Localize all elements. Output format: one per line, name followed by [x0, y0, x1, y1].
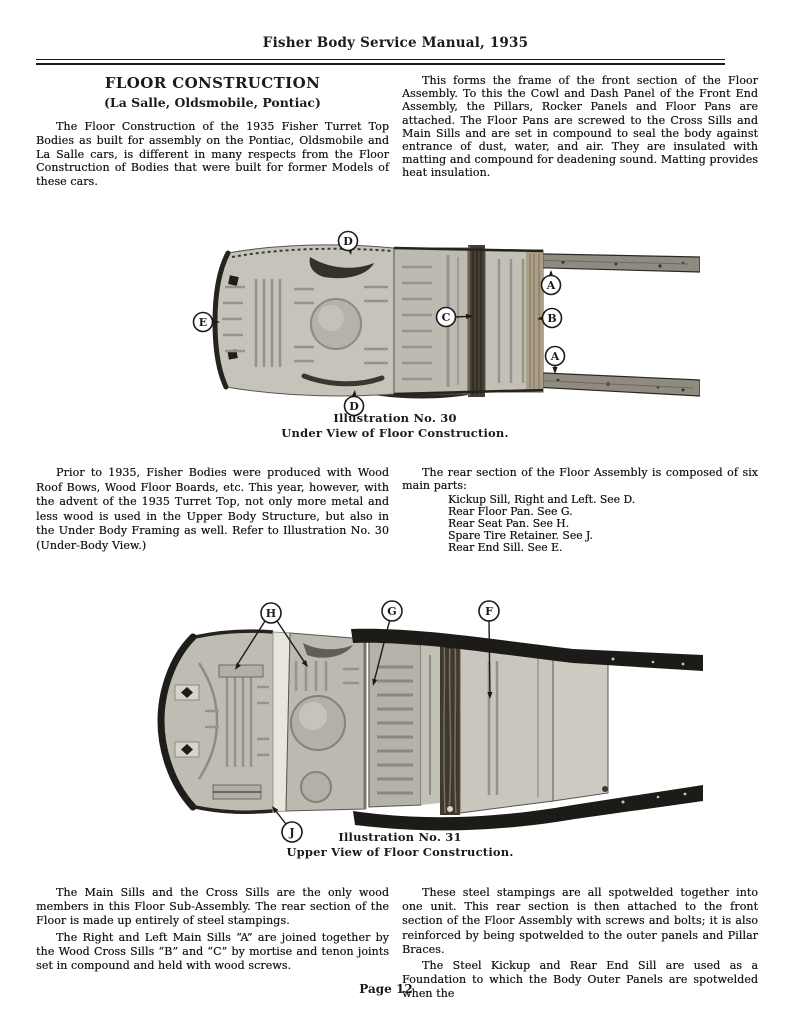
bottom-paragraph-left-1: The Main Sills and the Cross Sills are the only wood members in this Floor Sub-Assembly. The rear section of the Floor is made up entirely of steel stampings. — [36, 886, 389, 928]
kickup-dome-section — [286, 633, 369, 811]
caption-30-line1: Illustration No. 30 — [333, 411, 457, 425]
illustration-31-figure — [153, 599, 703, 844]
mid-floor-pan — [394, 248, 468, 394]
svg-text:F: F — [485, 605, 493, 618]
svg-text:A: A — [550, 350, 560, 363]
list-item: Kickup Sill, Right and Left. See D. — [448, 493, 636, 506]
page-header-title: Fisher Body Service Manual, 1935 — [262, 35, 529, 51]
callout-a-upper — [542, 270, 561, 295]
list-item: Spare Tire Retainer. See J. — [448, 528, 593, 542]
svg-text:D: D — [343, 235, 353, 248]
svg-text:G: G — [387, 605, 397, 618]
section-intro — [36, 74, 758, 189]
mid-paragraph-left: Prior to 1935, Fisher Bodies were produced with Wood Roof Bows, Wood Floor Boards, etc. This year, however, with the advent of the 1935 Turret Top, not only more metal and less wood is used in the Upper Body Structure, but also in the Under Body Framing as well. Refer to Illustration No. 30 (Under-Body View.) — [36, 466, 389, 552]
illustration-31-photo — [153, 599, 703, 844]
intro-paragraph-left: The Floor Construction of the 1935 Fisher Turret Top Bodies as built for assembly on the Pontiac, Oldsmobile and La Salle cars, is different in many respects from the Floor Construction of Bodies that were built for former Models of these cars. — [36, 120, 389, 189]
list-item: Rear Seat Pan. See H. — [448, 516, 570, 530]
caption-30-line2: Under View of Floor Construction. — [281, 426, 509, 440]
article-title: FLOOR CONSTRUCTION — [104, 74, 321, 92]
kickup-sill-panel — [460, 641, 608, 813]
svg-text:D: D — [349, 400, 359, 413]
rear-section-parts-list — [448, 494, 758, 554]
svg-text:B: B — [547, 312, 557, 325]
front-floor-pan — [215, 245, 394, 396]
illustration-31-caption — [135, 830, 665, 860]
caption-31-line2: Upper View of Floor Construction. — [286, 845, 514, 859]
cross-sill-c — [468, 245, 485, 397]
svg-text:J: J — [289, 826, 295, 839]
svg-text:A: A — [546, 279, 556, 292]
svg-text:C: C — [441, 311, 451, 324]
svg-text:H: H — [265, 607, 277, 620]
callout-a-lower — [546, 347, 565, 375]
svg-text:E: E — [198, 316, 208, 329]
bottom-paragraph-right-2: The Steel Kickup and Rear End Sill are used as a Foundation to which the Body Outer Panels are spotwelded when the — [402, 959, 758, 1001]
header-rule — [36, 59, 725, 65]
bottom-paragraph-left-2: The Right and Left Main Sills “A” are joined together by the Wood Cross Sills “B” and “C” by mortise and tenon joints set in compound and held with wood screws. — [36, 930, 389, 973]
wood-cross-sill — [440, 639, 460, 815]
page-number: Page 12 — [359, 982, 413, 996]
caption-31-line1: Illustration No. 31 — [338, 830, 462, 844]
list-item: Rear Floor Pan. See G. — [448, 504, 573, 518]
illustration-30-photo — [168, 227, 700, 417]
mid-paragraph-right-intro: The rear section of the Floor Assembly is composed of six main parts: — [402, 466, 758, 492]
illustration-30-figure — [168, 227, 700, 417]
bottom-paragraph-right-1: These steel stampings are all spotwelded together into one unit. This rear section is then attached to the front section of the Floor Assembly with screws and bolts; it is also reinforced by being spotwelded to the outer panels and Pillar Braces. — [402, 886, 758, 956]
rear-floor-pan — [369, 641, 440, 807]
rear-seat-pan — [161, 631, 273, 813]
article-subtitle: (La Salle, Oldsmobile, Pontiac) — [104, 95, 321, 110]
section-middle — [36, 466, 758, 554]
illustration-30-caption — [130, 411, 660, 441]
intro-paragraph-right: This forms the frame of the front section of the Floor Assembly. To this the Cowl and Dash Panel of the Front End Assembly, the Pillars, Rocker Panels and Floor Pans are attached. The Floor Pans are screwed to the Cross Sills and Main Sills and are set in compound to seal the body against entrance of dust, water, and air. They are insulated with matting and compound for deadening sound. Matting provides heat insulation. — [402, 74, 758, 180]
list-item: Rear End Sill. See E. — [448, 540, 563, 554]
